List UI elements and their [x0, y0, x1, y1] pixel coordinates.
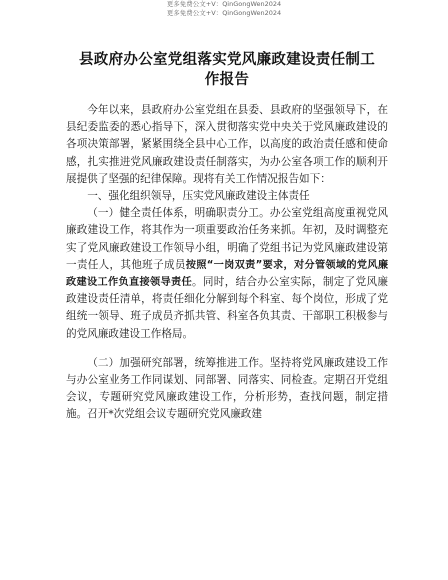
watermark-line-2: 更多免费公文+V：QinGongWen2024: [166, 9, 282, 17]
document-page: [66, 50, 388, 424]
watermark: [0, 0, 448, 18]
paragraph-1-text-a: （一）健全责任体系，明确职责分工。办公室党组高度重视党风廉政建设工作，将其作为一项重要政治任务来抓。年初，及时调整充实了党风廉政建设工作领导小组，明确了党组书记为党风廉政建设第一责任人，其他班子成员: [66, 207, 388, 271]
watermark-line-1: 更多免费公文+V：QinGongWen2024: [166, 0, 282, 8]
paragraph-gap: [66, 343, 388, 355]
paragraph-1-bold-text: 按照“一岗双责”要求，对分管领域的党风廉政建设工作负直接领导责任: [66, 259, 389, 289]
document-title: [66, 50, 388, 90]
title-line-2: 作报告: [204, 72, 250, 88]
section-1-heading: 一、强化组织领导，压实党风廉政建设主体责任: [87, 190, 310, 203]
title-line-1: 县政府办公室党组落实党风廉政建设责任制工: [79, 52, 375, 68]
paragraph-1: [66, 205, 388, 343]
paragraph-1-text-b: 。同时，结合办公室实际，制定了党风廉政建设责任清单，将责任细化分解到每个科室、每个岗位，形成了党组统一领导、班子成员齐抓共管、科室各负其责、干部职工积极参与的党风廉政建设工作格局。: [66, 276, 388, 340]
intro-paragraph: 今年以来，县政府办公室党组在县委、县政府的坚强领导下，在县纪委监委的悉心指导下，深入贯彻落实党中央关于党风廉政建设的各项决策部署，紧紧围绕全县中心工作，以高度的政治责任感和使命感，扎实推进党风廉政建设责任制落实，为办公室各项工作的顺利开展提供了坚强的纪律保障。现将有关工作情况报告如下：: [66, 104, 388, 185]
paragraph-2: （二）加强研究部署，统筹推进工作。坚持将党风廉政建设工作与办公室业务工作同谋划、同部署、同落实、同检查。定期召开党组会议，专题研究党风廉政建设工作，分析形势，查找问题，制定措施。召开*次党组会议专题研究党风廉政建: [66, 356, 388, 421]
